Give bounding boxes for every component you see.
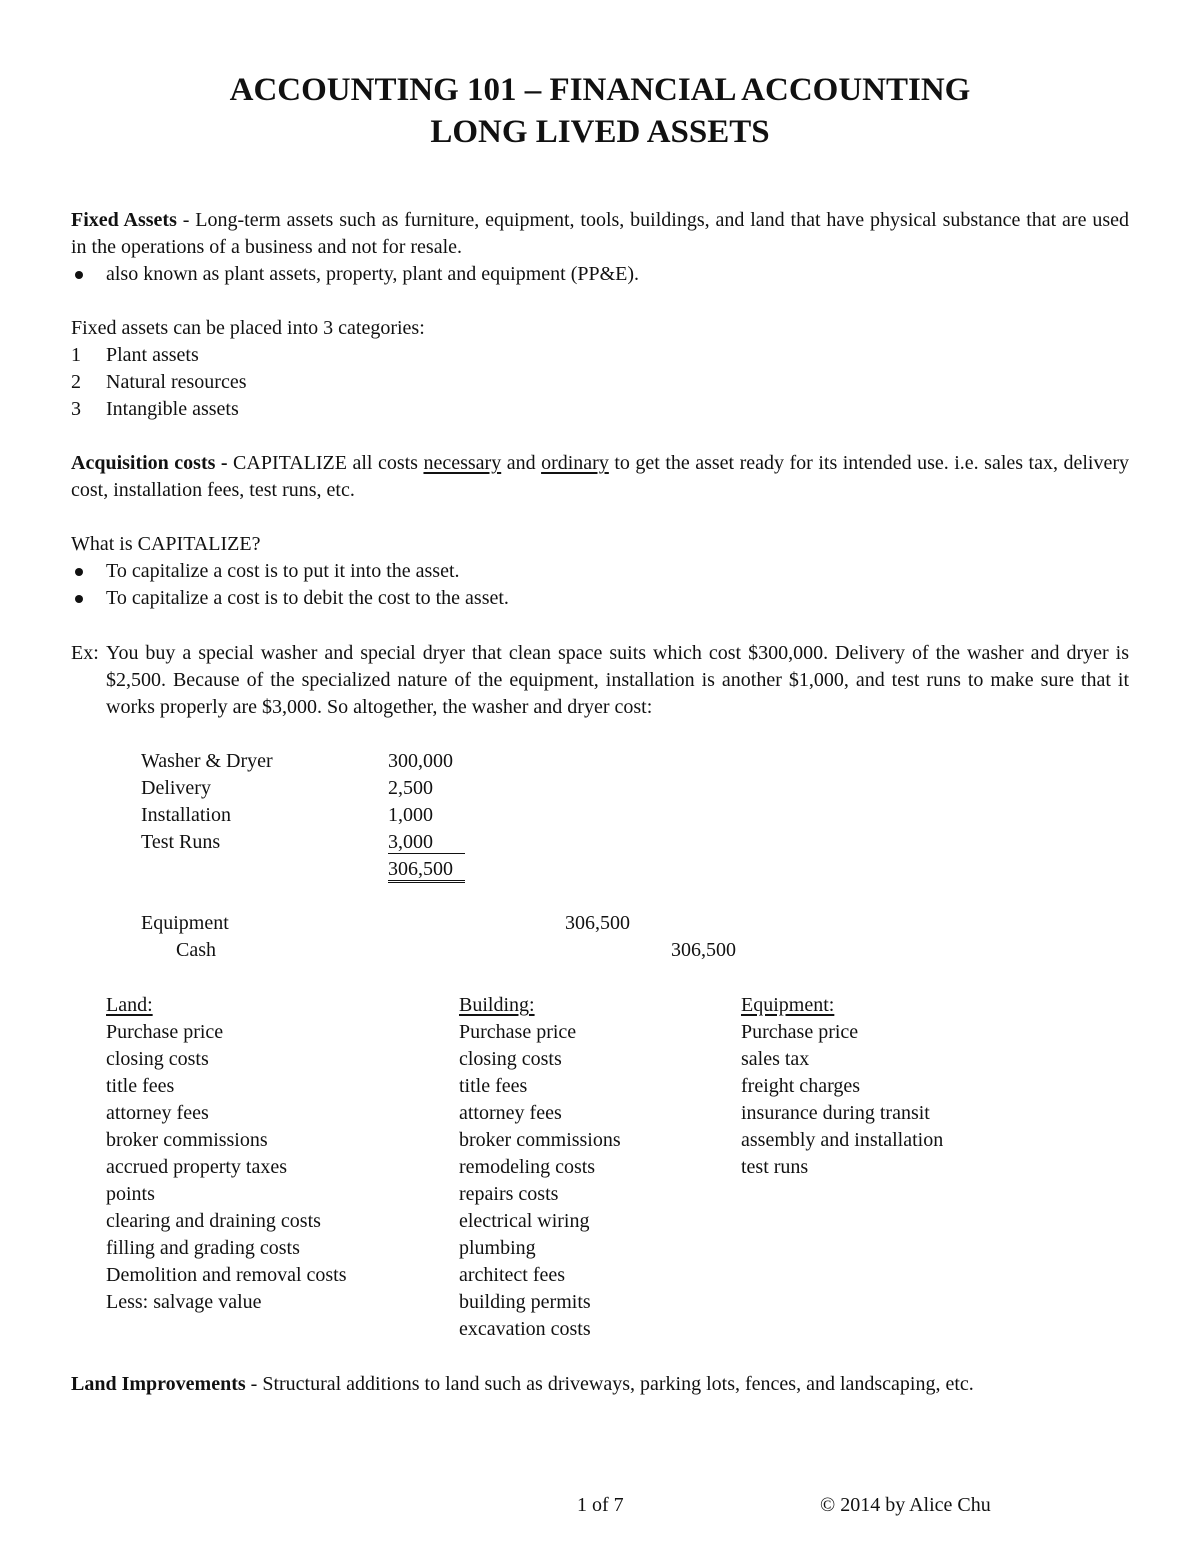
example-text: You buy a special washer and special dryer that clean space suits which cost $300,000. Delivery of the washer and dryer is $2,500. Because of the specialized nature of the equipment, installation is another $1,000, and test runs to make sure that it works properly are $3,000. So altogether, the washer and dryer cost: bbox=[106, 642, 1129, 718]
cost-amount: 2,500 bbox=[388, 777, 433, 799]
capitalize-question: What is CAPITALIZE? bbox=[71, 533, 261, 555]
example-label: Ex: bbox=[71, 642, 99, 664]
cost-total-value: 306,500 bbox=[388, 858, 465, 883]
acquisition-text: and bbox=[501, 452, 542, 474]
category-label: Intangible assets bbox=[106, 398, 239, 420]
list-item: points bbox=[106, 1183, 155, 1205]
page-subtitle: LONG LIVED ASSETS bbox=[430, 114, 770, 150]
journal-debit-account: Equipment bbox=[141, 912, 229, 934]
necessary-word: necessary bbox=[423, 452, 502, 474]
fixed-assets-definition: - Long-term assets such as furniture, equipment, tools, buildings, and land that have physical substance that are used in the operations of a business and not for resale. bbox=[71, 209, 1130, 258]
acquisition-text: CAPITALIZE all costs bbox=[227, 452, 424, 474]
list-item: filling and grading costs bbox=[106, 1237, 300, 1259]
cost-amount: 300,000 bbox=[388, 750, 453, 772]
list-item: closing costs bbox=[106, 1048, 209, 1070]
category-number: 1 bbox=[71, 344, 81, 366]
list-item: freight charges bbox=[741, 1075, 861, 1097]
list-item: excavation costs bbox=[459, 1318, 591, 1340]
capitalize-bullet: To capitalize a cost is to put it into the asset. bbox=[106, 560, 460, 582]
list-item: broker commissions bbox=[459, 1129, 621, 1151]
list-item: assembly and installation bbox=[741, 1129, 944, 1151]
equipment-cost-list bbox=[741, 992, 943, 1181]
building-cost-list bbox=[459, 992, 621, 1343]
list-item: closing costs bbox=[459, 1048, 562, 1070]
capitalize-bullet: To capitalize a cost is to debit the cost to the asset. bbox=[106, 587, 509, 609]
cost-item: Installation bbox=[141, 804, 231, 826]
list-item: Less: salvage value bbox=[106, 1291, 262, 1313]
cost-item: Test Runs bbox=[141, 831, 221, 853]
copyright-notice: © 2014 by Alice Chu bbox=[820, 1494, 991, 1516]
acquisition-paragraph bbox=[71, 450, 1129, 504]
journal-credit-account: Cash bbox=[176, 939, 216, 961]
acquisition-term: Acquisition costs - bbox=[71, 452, 228, 474]
fixed-assets-paragraph bbox=[71, 207, 1129, 261]
category-number: 3 bbox=[71, 398, 81, 420]
list-item: sales tax bbox=[741, 1048, 810, 1070]
list-item: title fees bbox=[459, 1075, 528, 1097]
cost-amount: 1,000 bbox=[388, 804, 433, 826]
cost-item: Delivery bbox=[141, 777, 211, 799]
bullet-icon bbox=[71, 558, 83, 585]
list-item: repairs costs bbox=[459, 1183, 559, 1205]
list-item: clearing and draining costs bbox=[106, 1210, 321, 1232]
list-item: remodeling costs bbox=[459, 1156, 596, 1178]
journal-debit-amount: 306,500 bbox=[565, 912, 630, 934]
cost-amount bbox=[388, 829, 465, 856]
list-item: broker commissions bbox=[106, 1129, 268, 1151]
list-item: electrical wiring bbox=[459, 1210, 590, 1232]
cost-total bbox=[388, 856, 465, 883]
list-item: plumbing bbox=[459, 1237, 536, 1259]
list-item: title fees bbox=[106, 1075, 175, 1097]
list-item: insurance during transit bbox=[741, 1102, 930, 1124]
category-label: Natural resources bbox=[106, 371, 247, 393]
category-label: Plant assets bbox=[106, 344, 199, 366]
land-improvements-term: Land Improvements bbox=[71, 1373, 246, 1395]
journal-credit-amount: 306,500 bbox=[671, 939, 736, 961]
fixed-assets-term: Fixed Assets bbox=[71, 209, 177, 231]
page-title: ACCOUNTING 101 – FINANCIAL ACCOUNTING bbox=[229, 72, 971, 108]
fixed-assets-bullet bbox=[71, 261, 83, 288]
list-item: accrued property taxes bbox=[106, 1156, 288, 1178]
acquisition-text: to get the asset ready for its intended use. i.e. sales tax, delivery cost, installation fees, test runs, etc. bbox=[71, 452, 1129, 501]
fixed-assets-bullet-text: also known as plant assets, property, plant and equipment (PP&E). bbox=[106, 263, 640, 285]
land-cost-list bbox=[106, 992, 347, 1316]
cost-amount-underlined: 3,000 bbox=[388, 831, 465, 854]
list-item: test runs bbox=[741, 1156, 809, 1178]
equipment-heading: Equipment: bbox=[741, 994, 835, 1016]
land-heading: Land: bbox=[106, 994, 153, 1016]
category-number: 2 bbox=[71, 371, 81, 393]
land-improvements-paragraph bbox=[71, 1371, 1129, 1398]
list-item: Purchase price bbox=[106, 1021, 224, 1043]
list-item: architect fees bbox=[459, 1264, 566, 1286]
bullet-icon bbox=[75, 271, 83, 279]
list-item: Purchase price bbox=[459, 1021, 577, 1043]
list-item: Purchase price bbox=[741, 1021, 859, 1043]
list-item: attorney fees bbox=[459, 1102, 562, 1124]
ordinary-word: ordinary bbox=[541, 452, 609, 474]
list-item: building permits bbox=[459, 1291, 591, 1313]
building-heading: Building: bbox=[459, 994, 535, 1016]
list-item: Demolition and removal costs bbox=[106, 1264, 347, 1286]
page-number: 1 of 7 bbox=[577, 1494, 624, 1516]
cost-item: Washer & Dryer bbox=[141, 750, 273, 772]
categories-intro: Fixed assets can be placed into 3 categories: bbox=[71, 317, 425, 339]
list-item: attorney fees bbox=[106, 1102, 209, 1124]
land-improvements-definition: - Structural additions to land such as driveways, parking lots, fences, and landscaping, etc. bbox=[245, 1373, 974, 1395]
bullet-icon bbox=[71, 585, 83, 612]
